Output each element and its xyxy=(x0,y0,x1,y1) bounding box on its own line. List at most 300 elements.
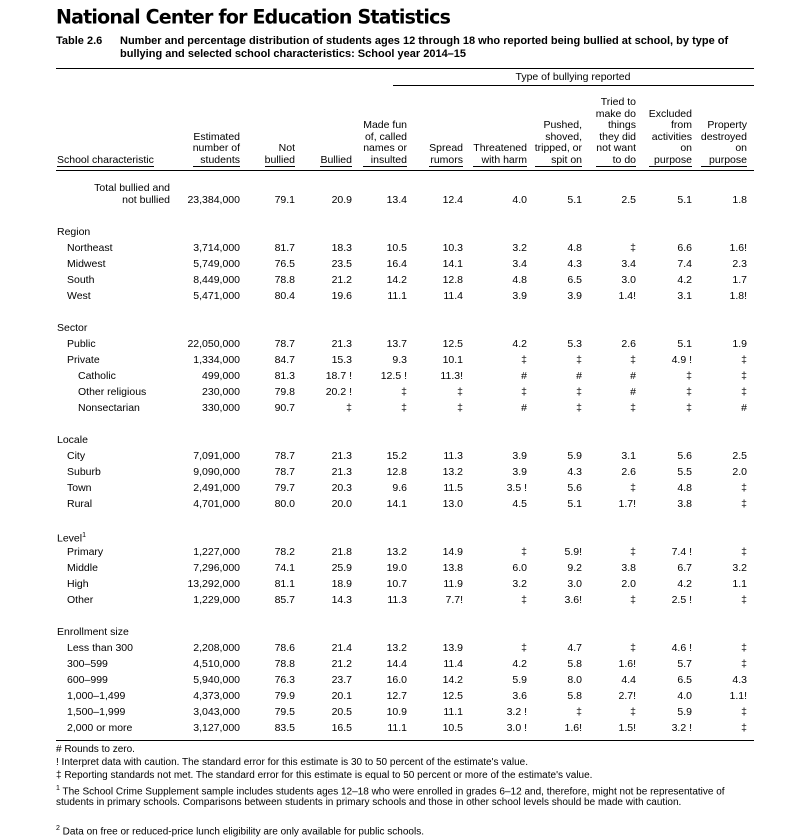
table-cell: 5,749,000 xyxy=(193,258,240,270)
footnote xyxy=(56,757,756,768)
table-cell: ‡ xyxy=(521,546,527,558)
footnote-number: 1 xyxy=(56,785,60,792)
section-header xyxy=(57,434,88,446)
table-cell: 3.9 xyxy=(567,290,582,302)
table-cell: 3.2 xyxy=(512,242,527,254)
table-cell: # xyxy=(630,370,636,382)
column-header-excl xyxy=(649,109,692,167)
table-cell: 11.1 xyxy=(387,290,407,302)
table-cell: 3.0 ! xyxy=(506,722,527,734)
table-cell: 230,000 xyxy=(202,386,240,398)
table-cell: 1,227,000 xyxy=(193,546,240,558)
table-cell: 7,091,000 xyxy=(193,450,240,462)
table-cell: 4.0 xyxy=(677,690,692,702)
row-label: 1,000–1,499 xyxy=(67,690,126,702)
column-header-line: to do xyxy=(596,155,636,167)
column-header-line: of, called xyxy=(364,130,407,143)
column-header-line: Estimated xyxy=(193,130,240,143)
table-cell: 13.2 xyxy=(442,466,463,478)
column-header-line: Tried to xyxy=(600,96,636,108)
column-header-line: shoved, xyxy=(545,130,582,143)
table-cell: 5.1 xyxy=(567,498,582,510)
table-cell: 76.5 xyxy=(274,258,295,270)
column-header-line: make do xyxy=(595,107,636,120)
table-cell: 2.5 xyxy=(621,194,636,206)
table-cell: 4.3 xyxy=(567,258,582,270)
table-cell: ‡ xyxy=(630,242,636,254)
table-cell: 21.2 xyxy=(331,658,352,670)
table-cell: 79.5 xyxy=(274,706,295,718)
column-header-line: Property xyxy=(707,119,747,131)
footnote xyxy=(56,744,756,755)
table-cell: 9,090,000 xyxy=(193,466,240,478)
table-cell: 79.7 xyxy=(274,482,295,494)
row-label: 2,000 or more xyxy=(67,722,133,734)
table-cell: ‡ xyxy=(576,706,582,718)
table-cell: 4.3 xyxy=(567,466,582,478)
table-cell: ‡ xyxy=(686,370,692,382)
table-cell: ‡ xyxy=(630,482,636,494)
footnote-text: ‡ Reporting standards not met. The standard error for this estimate is equal to 50 percent or more of the estimate's value. xyxy=(56,770,593,781)
table-cell: 3,043,000 xyxy=(193,706,240,718)
column-header-line: Excluded xyxy=(648,107,692,120)
row-label: Catholic xyxy=(78,370,116,382)
table-cell: 81.3 xyxy=(274,370,295,382)
row-label: City xyxy=(67,450,86,462)
table-cell: 11.4 xyxy=(443,290,463,302)
column-header-line: they did xyxy=(599,130,636,143)
table-cell: 1,334,000 xyxy=(193,354,240,366)
row-label: 600–999 xyxy=(67,674,108,686)
table-cell: 16.0 xyxy=(386,674,407,686)
table-cell: 4,373,000 xyxy=(193,690,240,702)
table-label: Table 2.6 xyxy=(56,35,103,47)
column-header-fun xyxy=(363,120,407,167)
footnote-text: The School Crime Supplement sample includes students ages 12–18 who were enrolled in grades 6–12 and, therefore, might not be representative of students in primary schools. Comparisons between students in primary schools and those in other school levels should be made with caution. xyxy=(56,786,725,809)
table-cell: 3.0 xyxy=(567,578,582,590)
table-cell: 13.4 xyxy=(386,194,407,206)
table-cell: ‡ xyxy=(630,354,636,366)
table-cell: 3.2 xyxy=(732,562,747,574)
table-cell: 80.4 xyxy=(274,290,295,302)
table-cell: 1.8! xyxy=(729,290,747,302)
table-cell: 21.3 xyxy=(331,450,352,462)
column-header-line: Threatened xyxy=(473,142,527,154)
table-cell: 1.6! xyxy=(618,658,636,670)
table-cell: 74.1 xyxy=(274,562,295,574)
table-cell: ‡ xyxy=(741,706,747,718)
table-cell: 23.5 xyxy=(331,258,352,270)
table-cell: 6.6 xyxy=(677,242,692,254)
table-cell: 1,229,000 xyxy=(193,594,240,606)
table-cell: 3.9 xyxy=(512,450,527,462)
row-label: Public xyxy=(67,338,96,350)
table-cell: 78.7 xyxy=(274,338,295,350)
table-cell: 85.7 xyxy=(274,594,295,606)
column-header-line: purpose xyxy=(701,155,747,167)
table-cell: ‡ xyxy=(401,402,407,414)
column-header-line: activities xyxy=(651,130,692,143)
table-cell: 78.6 xyxy=(274,642,295,654)
table-cell: 6.5 xyxy=(567,274,582,286)
column-header-bul xyxy=(320,155,352,167)
row-label: Midwest xyxy=(67,258,106,270)
table-cell: 4.9 ! xyxy=(671,354,692,366)
table-cell: 2.5 ! xyxy=(671,594,692,606)
table-cell: 3.8 xyxy=(677,498,692,510)
table-cell: 3.4 xyxy=(512,258,527,270)
column-header-tried xyxy=(596,97,636,167)
table-cell: 4.3 xyxy=(732,674,747,686)
table-cell: # xyxy=(741,402,747,414)
column-header-line: Bullied xyxy=(320,153,352,166)
table-cell: 20.0 xyxy=(331,498,352,510)
column-header-prop xyxy=(701,120,747,167)
column-header-line: on xyxy=(735,142,747,154)
table-cell: ‡ xyxy=(686,402,692,414)
table-cell: ‡ xyxy=(457,386,463,398)
table-cell: ‡ xyxy=(576,402,582,414)
table-cell: ‡ xyxy=(521,594,527,606)
table-cell: ‡ xyxy=(630,642,636,654)
table-cell: 4.2 xyxy=(677,274,692,286)
table-cell: 16.4 xyxy=(386,258,407,270)
table-cell: 11.4 xyxy=(443,658,463,670)
table-cell: 5.6 xyxy=(567,482,582,494)
row-label: Primary xyxy=(67,546,104,558)
column-header-line: Not xyxy=(278,142,295,154)
table-cell: 81.1 xyxy=(274,578,295,590)
table-cell: 4,701,000 xyxy=(193,498,240,510)
table-cell: ‡ xyxy=(521,354,527,366)
table-cell: 14.2 xyxy=(386,274,407,286)
table-cell: 15.2 xyxy=(386,450,407,462)
table-cell: ‡ xyxy=(630,402,636,414)
table-cell: 3.2 ! xyxy=(671,722,692,734)
table-cell: 20.5 xyxy=(331,706,352,718)
table-cell: ‡ xyxy=(741,482,747,494)
row-label: Rural xyxy=(67,498,93,510)
table-cell: 20.3 xyxy=(331,482,352,494)
table-cell: 18.3 xyxy=(331,242,352,254)
section-header-label: Region xyxy=(57,226,91,238)
footnote xyxy=(56,783,756,808)
row-label: South xyxy=(67,274,95,286)
table-cell: 8,449,000 xyxy=(193,274,240,286)
table-cell: 4.2 xyxy=(512,338,527,350)
table-cell: 2,208,000 xyxy=(193,642,240,654)
table-cell: ‡ xyxy=(576,386,582,398)
table-cell: 3.0 xyxy=(621,274,636,286)
table-cell: 3,127,000 xyxy=(193,722,240,734)
table-cell: 499,000 xyxy=(202,370,240,382)
column-header-line: things xyxy=(607,119,636,131)
table-cell: 3.1 xyxy=(677,290,692,302)
table-cell: ‡ xyxy=(741,354,747,366)
column-header-push xyxy=(535,120,582,167)
table-cell: 3.2 ! xyxy=(506,706,527,718)
table-cell: 21.8 xyxy=(331,546,352,558)
row-label: Other religious xyxy=(78,386,147,398)
table-cell: 18.9 xyxy=(331,578,352,590)
table-cell: 3.6 xyxy=(512,690,527,702)
table-cell: 2.3 xyxy=(732,258,747,270)
table-cell: 13.7 xyxy=(386,338,407,350)
table-cell: 5,940,000 xyxy=(193,674,240,686)
table-cell: 4.5 xyxy=(512,498,527,510)
table-cell: 7,296,000 xyxy=(193,562,240,574)
table-cell: 12.5 ! xyxy=(380,370,407,382)
table-cell: 21.4 xyxy=(331,642,352,654)
table-cell: ‡ xyxy=(741,594,747,606)
column-header-notb xyxy=(265,143,295,167)
table-cell: 78.2 xyxy=(274,546,295,558)
table-cell: 5.7 xyxy=(677,658,692,670)
table-cell: 14.9 xyxy=(442,546,463,558)
table-cell: 10.7 xyxy=(386,578,407,590)
table-cell: 5.9 xyxy=(567,450,582,462)
column-header-line: on xyxy=(680,142,692,154)
table-cell: # xyxy=(630,386,636,398)
column-header-line: Made fun xyxy=(363,119,407,131)
table-cell: 14.1 xyxy=(386,498,407,510)
table-cell: ‡ xyxy=(457,402,463,414)
table-cell: 12.4 xyxy=(442,194,463,206)
row-label: Less than 300 xyxy=(67,642,133,654)
table-cell: 4.8 xyxy=(677,482,692,494)
table-cell: 13.9 xyxy=(442,642,463,654)
table-cell: 10.1 xyxy=(442,354,463,366)
table-cell: 5.1 xyxy=(677,194,692,206)
table-cell: 4.2 xyxy=(512,658,527,670)
table-cell: 5.1 xyxy=(677,338,692,350)
table-cell: 7.4 xyxy=(677,258,692,270)
table-cell: 1.7 xyxy=(732,274,747,286)
section-header xyxy=(57,322,87,334)
table-cell: 5.8 xyxy=(567,690,582,702)
section-header-label: Locale xyxy=(57,434,88,446)
column-header-line: with harm xyxy=(473,155,527,167)
table-cell: 5,471,000 xyxy=(193,290,240,302)
table-cell: 79.8 xyxy=(274,386,295,398)
row-label: Northeast xyxy=(67,242,113,254)
table-cell: 13.2 xyxy=(386,642,407,654)
table-cell: 7.4 ! xyxy=(671,546,692,558)
table-cell: 4.6 ! xyxy=(671,642,692,654)
table-cell: 81.7 xyxy=(274,242,295,254)
spanner-rule xyxy=(393,85,754,86)
table-title: Number and percentage distribution of students ages 12 through 18 who reported being bullied at school, by type of bullying and selected school characteristics: School year 2014–15 xyxy=(120,35,729,60)
table-cell: 83.5 xyxy=(274,722,295,734)
table-cell: 10.9 xyxy=(386,706,407,718)
row-label: Private xyxy=(67,354,100,366)
column-header-line: destroyed xyxy=(700,130,747,143)
table-cell: ‡ xyxy=(741,658,747,670)
column-header-line: School characteristic xyxy=(57,153,154,166)
table-cell: 12.8 xyxy=(386,466,407,478)
section-header-label: Enrollment size xyxy=(57,626,129,638)
table-cell: ‡ xyxy=(576,354,582,366)
table-cell: 6.7 xyxy=(677,562,692,574)
nces-brand-title: National Center for Education Statistics xyxy=(56,5,451,29)
table-cell: 11.3 xyxy=(387,594,407,606)
row-label: Middle xyxy=(67,562,98,574)
table-cell: 79.9 xyxy=(274,690,295,702)
row-label-line: not bullied xyxy=(122,194,170,206)
table-cell: 4.8 xyxy=(567,242,582,254)
table-cell: 80.0 xyxy=(274,498,295,510)
table-cell: 3.1 xyxy=(621,450,636,462)
table-cell: 330,000 xyxy=(202,402,240,414)
table-cell: 6.5 xyxy=(677,674,692,686)
table-cell: 1.7! xyxy=(618,498,636,510)
column-header-line: from xyxy=(671,119,692,131)
section-header-label: Sector xyxy=(57,322,88,334)
row-label: Suburb xyxy=(67,466,101,478)
table-cell: 2,491,000 xyxy=(193,482,240,494)
table-cell: 5.6 xyxy=(677,450,692,462)
footnote-text: # Rounds to zero. xyxy=(56,744,135,755)
table-cell: 20.1 xyxy=(331,690,352,702)
table-cell: 12.5 xyxy=(442,690,463,702)
table-cell: 5.8 xyxy=(567,658,582,670)
table-cell: 14.2 xyxy=(442,674,463,686)
footnote-number: 2 xyxy=(56,825,60,832)
row-label: Nonsectarian xyxy=(78,402,140,414)
table-cell: 4,510,000 xyxy=(193,658,240,670)
row-label: Other xyxy=(67,594,94,606)
table-cell: 11.9 xyxy=(443,578,463,590)
column-header-line: not want xyxy=(596,142,636,154)
table-cell: 78.8 xyxy=(274,658,295,670)
table-cell: 20.9 xyxy=(331,194,352,206)
table-cell: 6.0 xyxy=(512,562,527,574)
section-header xyxy=(57,530,86,545)
footnote-marker: 1 xyxy=(82,532,87,539)
row-label: 1,500–1,999 xyxy=(67,706,126,718)
table-cell: 1.9 xyxy=(732,338,747,350)
table-cell: 3.2 xyxy=(512,578,527,590)
table-cell: 15.3 xyxy=(331,354,352,366)
table-cell: 12.5 xyxy=(442,338,463,350)
table-cell: 13.2 xyxy=(386,546,407,558)
table-cell: 11.1 xyxy=(443,706,463,718)
table-cell: 2.0 xyxy=(732,466,747,478)
table-cell: 20.2 ! xyxy=(325,386,352,398)
table-cell: # xyxy=(521,370,527,382)
table-cell: ‡ xyxy=(741,642,747,654)
table-cell: ‡ xyxy=(741,498,747,510)
table-cell: 14.4 xyxy=(386,658,407,670)
section-header xyxy=(57,626,129,638)
section-header xyxy=(57,226,90,238)
table-cell: 14.3 xyxy=(331,594,352,606)
footnote xyxy=(56,770,756,781)
table-cell: 21.3 xyxy=(331,466,352,478)
table-cell: 10.5 xyxy=(442,722,463,734)
row-label: High xyxy=(67,578,89,590)
column-header-line: Spread xyxy=(429,142,463,154)
table-cell: ‡ xyxy=(630,706,636,718)
table-cell: 2.6 xyxy=(621,338,636,350)
table-cell: 2.6 xyxy=(621,466,636,478)
column-header-line: rumors xyxy=(430,153,463,166)
table-cell: 11.3 xyxy=(443,450,463,462)
table-cell: ‡ xyxy=(741,370,747,382)
table-cell: 3,714,000 xyxy=(193,242,240,254)
column-header-line: Pushed, xyxy=(543,119,582,131)
table-cell: 11.1 xyxy=(387,722,407,734)
table-cell: 5.5 xyxy=(677,466,692,478)
table-cell: 8.0 xyxy=(567,674,582,686)
table-cell: 1.6! xyxy=(564,722,582,734)
table-cell: 11.3! xyxy=(440,370,463,382)
column-header-line: purpose xyxy=(649,155,692,167)
table-cell: 5.1 xyxy=(567,194,582,206)
table-cell: 3.5 ! xyxy=(506,482,527,494)
table-cell: 3.9 xyxy=(512,290,527,302)
table-cell: 19.0 xyxy=(386,562,407,574)
table-cell: 3.6! xyxy=(564,594,582,606)
table-cell: 76.3 xyxy=(274,674,295,686)
table-cell: 2.5 xyxy=(732,450,747,462)
table-cell: 5.9 xyxy=(512,674,527,686)
column-header-thr xyxy=(473,143,527,167)
table-cell: # xyxy=(576,370,582,382)
header-bottom-rule xyxy=(56,170,754,171)
table-cell: 4.4 xyxy=(621,674,636,686)
table-cell: 1.1! xyxy=(729,690,747,702)
table-cell: 13.8 xyxy=(442,562,463,574)
table-cell: 16.5 xyxy=(331,722,352,734)
table-cell: 22,050,000 xyxy=(187,338,240,350)
footnote-text: ! Interpret data with caution. The standard error for this estimate is 30 to 50 percent of the estimate's value. xyxy=(56,757,528,768)
row-label: 300–599 xyxy=(67,658,108,670)
section-header-label: Level xyxy=(57,532,83,545)
table-cell: 3.8 xyxy=(621,562,636,574)
table-cell: 7.7! xyxy=(445,594,463,606)
table-cell: 10.3 xyxy=(442,242,463,254)
table-cell: 12.7 xyxy=(386,690,407,702)
table-cell: 4.0 xyxy=(512,194,527,206)
table-cell: 78.8 xyxy=(274,274,295,286)
table-cell: 78.7 xyxy=(274,466,295,478)
table-cell: 3.4 xyxy=(621,258,636,270)
table-cell: 21.3 xyxy=(331,338,352,350)
table-cell: ‡ xyxy=(686,386,692,398)
table-cell: ‡ xyxy=(521,386,527,398)
table-cell: ‡ xyxy=(521,642,527,654)
table-cell: 11.5 xyxy=(443,482,463,494)
table-cell: 13.0 xyxy=(442,498,463,510)
top-rule xyxy=(56,68,754,69)
table-cell: 19.6 xyxy=(331,290,352,302)
table-cell: ‡ xyxy=(346,402,352,414)
table-cell: 78.7 xyxy=(274,450,295,462)
table-cell: 4.8 xyxy=(512,274,527,286)
table-cell: 3.9 xyxy=(512,466,527,478)
table-cell: 5.9 xyxy=(677,706,692,718)
table-cell: 9.2 xyxy=(567,562,582,574)
table-cell: 9.6 xyxy=(392,482,407,494)
table-cell: 4.2 xyxy=(677,578,692,590)
footnote xyxy=(56,823,756,837)
table-cell: 1.4! xyxy=(618,290,636,302)
footnote-text: Data on free or reduced-price lunch eligibility are only available for public schools. xyxy=(59,826,424,837)
table-cell: ‡ xyxy=(630,594,636,606)
column-header-line: spit on xyxy=(535,155,582,167)
table-cell: 9.3 xyxy=(392,354,407,366)
